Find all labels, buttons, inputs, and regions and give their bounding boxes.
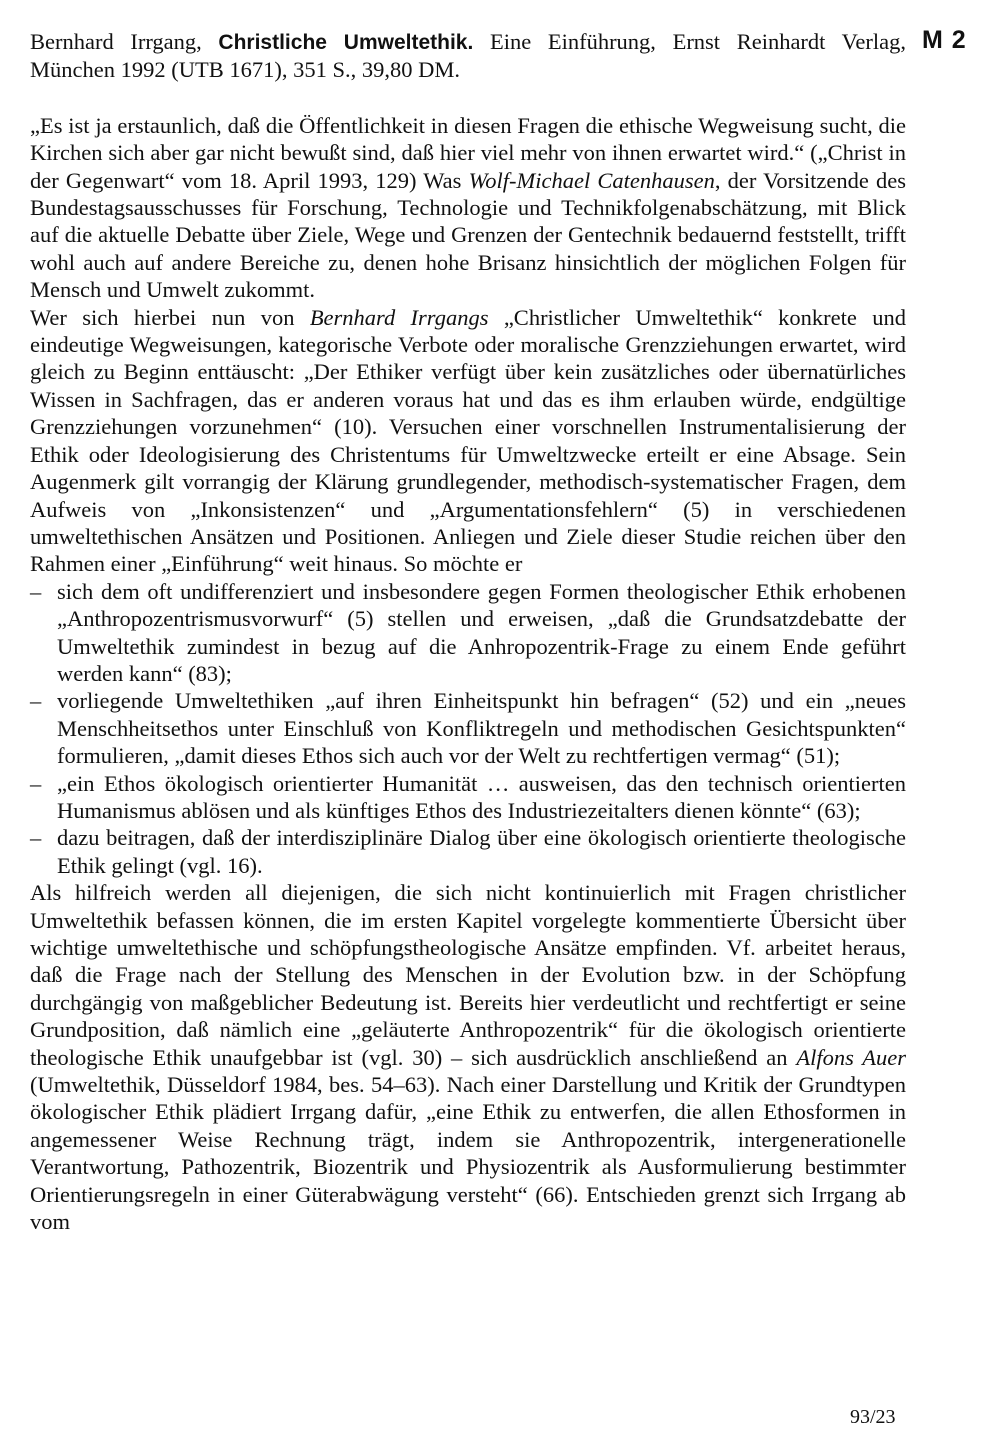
paragraph-3 — [30, 879, 906, 1235]
person-name-auer: Alfons Auer — [796, 1044, 906, 1070]
paragraph-2-text-b: „Christlicher Umweltethik“ konkrete und eindeutige Wegweisungen, kategorische Verbote oder moralische Grenzziehungen erwartet, wird gleich zu Beginn enttäuscht: „Der Ethiker verfügt über kein zusätzliches oder übernatürliches Wissen in Sachfragen, das er anderen voraus hat und das es ihm erlauben würde, endgültige Grenzziehungen vorzunehmen“ (10). Versuchen einer vorschnellen Instrumentalisierung der Ethik oder Ideologisierung des Christentums für Umweltzwecke erteilt er eine Absage. Sein Augenmerk gilt vorrangig der Klärung grundlegender, methodisch-systematischer Fragen, dem Aufweis von „Inkonsistenzen“ und „Argumentationsfehlern“ (5) in verschiedenen umweltethischen Ansätzen und Positionen. Anliegen und Ziele dieser Studie reichen über den Rahmen einer „Einführung“ weit hinaus. So möchte er — [30, 304, 906, 577]
goal-text: dazu beitragen, daß der interdisziplinäre Dialog über eine ökologisch orientierte theologische Ethik gelingt (vgl. 16). — [57, 825, 906, 878]
goal-list — [30, 578, 906, 879]
paragraph-3-text-a: Als hilfreich werden all diejenigen, die sich nicht kontinuierlich mit Fragen christlicher Umweltethik befassen können, die im ersten Kapitel vorgelegte kommentierte Übersicht über wichtige umweltethische und schöpfungstheologische Ansätze empfinden. Vf. arbeitet heraus, daß die Frage nach der Stellung des Menschen in der Evolution bzw. in der Schöpfung durchgängig von maßgeblicher Bedeutung ist. Bereits hier verdeutlicht und rechtfertigt er seine Grundposition, daß nämlich eine „geläuterte Anthropozentrik“ für die ökologisch orientierte theologische Ethik unaufgebbar ist (vgl. 30) – sich ausdrücklich anschließend an — [30, 880, 906, 1070]
book-author: Bernhard Irrgang, — [30, 29, 219, 54]
review-text — [30, 112, 906, 1236]
document-page — [30, 28, 906, 1235]
bibliographic-header — [30, 28, 906, 84]
page-number: 93/23 — [850, 1406, 896, 1428]
paragraph-2-text-a: Wer sich hierbei nun von — [30, 304, 310, 330]
paragraph-1 — [30, 112, 906, 304]
goal-list-item — [30, 770, 906, 825]
list-dash: – — [30, 825, 42, 851]
paragraph-1-text-b: , der Vorsitzende des Bundestagsausschusses für Forschung, Technologie und Technikfolgenabschätzung, mit Blick auf die aktuelle Debatte über Ziele, Wege und Grenzen der Gentechnik bedauernd feststellt, trifft wohl auch auf andere Bereiche zu, denen hohe Brisanz hinsichtlich der möglichen Folgen für Mensch und Umwelt zukommt. — [30, 167, 907, 303]
list-dash: – — [30, 688, 42, 714]
person-name-catenhausen: Wolf-Michael Catenhausen — [468, 167, 715, 193]
person-name-irrgang: Bernhard Irrgangs — [309, 304, 489, 330]
goal-text: „ein Ethos ökologisch orientierter Humanität … ausweisen, das den technisch orientierten Humanismus ablösen und als künftiges Ethos des Industriezeitalters dienen könnte“ (63); — [57, 770, 906, 823]
material-marker: M 2 — [922, 26, 967, 54]
goal-list-item — [30, 578, 906, 688]
book-publication: Eine Einführung, Ernst Reinhardt Verlag, München 1992 (UTB 1671), 351 S., 39,80 DM. — [30, 29, 906, 83]
goal-text: sich dem oft undifferenziert und insbesondere gegen Formen theologischer Ethik erhobenen „Anthropozentrismusvorwurf“ (5) stellen und erweisen, „daß die Grundsatzdebatte der Umweltethik zumindest in bezug auf die Anhropozentrik-Frage zu einem Ende geführt werden kann“ (83); — [57, 578, 906, 686]
goal-list-item — [30, 824, 906, 879]
list-dash: – — [30, 578, 42, 604]
goal-text: vorliegende Umweltethiken „auf ihren Einheitspunkt hin befragen“ (52) und ein „neues Menschheitsethos unter Einschluß von Konfliktregeln und methodischen Gesichtspunkten“ formulieren, „damit dieses Ethos sich auch vor der Welt zu rechtfertigen vermag“ (51); — [57, 688, 906, 769]
list-dash: – — [30, 770, 42, 796]
paragraph-3-text-b: (Umweltethik, Düsseldorf 1984, bes. 54–63). Nach einer Darstellung und Kritik der Grundtypen ökologischer Ethik plädiert Irrgang dafür, „eine Ethik zu entwerfen, die allen Ethosformen in angemessener Weise Rechnung trägt, indem sie Anthropozentrik, intergenerationelle Verantwortung, Pathozentrik, Biozentrik und Physiozentrik als Ausformulierung bestimmter Orientierungsregeln in einer Güterabwägung versteht“ (66). Entschieden grenzt sich Irrgang ab vom — [30, 1072, 906, 1235]
paragraph-1-text-a: „Es ist ja erstaunlich, daß die Öffentlichkeit in diesen Fragen die ethische Wegweisung sucht, die Kirchen sich aber gar nicht bewußt sind, daß hier viel mehr von ihnen erwartet wird.“ („Christ in der Gegenwart“ vom 18. April 1993, 129) Was — [30, 112, 906, 193]
goal-list-item — [30, 687, 906, 769]
paragraph-2 — [30, 304, 906, 578]
book-title: Christliche Umweltethik. — [218, 31, 474, 54]
